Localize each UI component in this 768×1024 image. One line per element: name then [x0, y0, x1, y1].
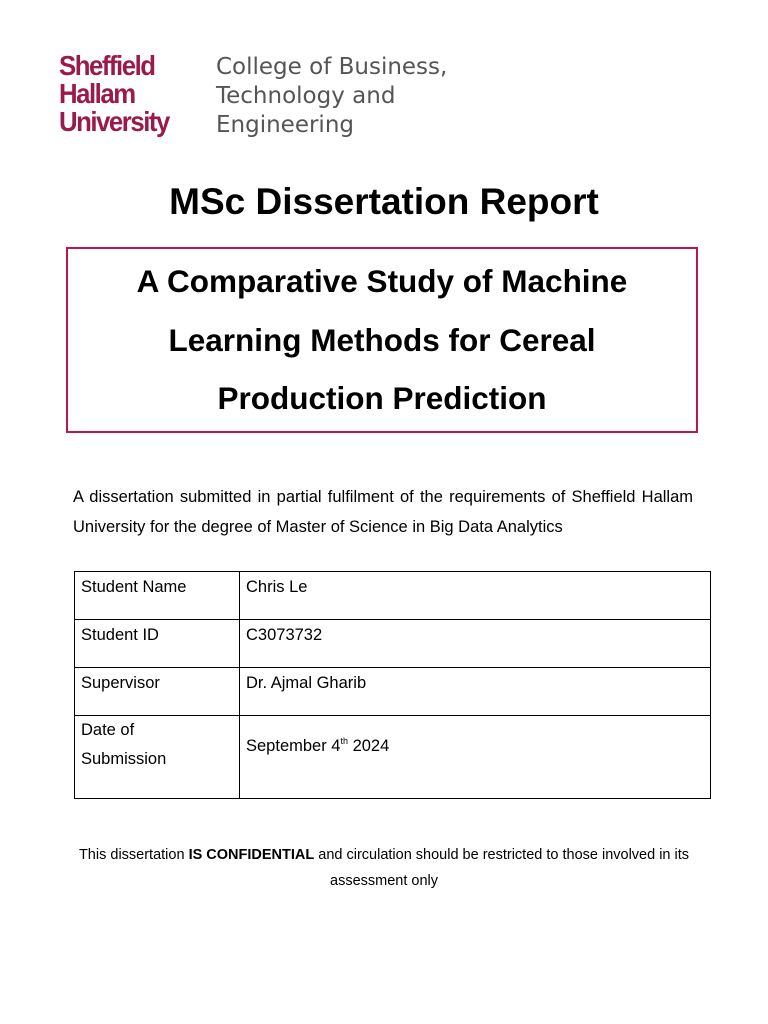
dissertation-title-box: [66, 247, 698, 433]
supervisor-value: Dr. Ajmal Gharib: [240, 668, 711, 716]
sheffield-hallam-logo: [59, 52, 209, 144]
submission-date-value: [240, 716, 711, 799]
logo-line-3: University: [59, 106, 169, 137]
supervisor-label: Supervisor: [75, 668, 240, 716]
student-id-value: C3073732: [240, 620, 711, 668]
table-row: [75, 620, 711, 668]
confidentiality-notice: [60, 842, 708, 894]
student-details-table: [74, 571, 711, 799]
confidentiality-notice-after: and circulation should be restricted to those involved in its assessment only: [314, 847, 694, 889]
logo-line-2: Hallam: [59, 78, 135, 109]
college-name: College of Business, Technology and Engineering: [216, 54, 448, 138]
submission-date-ordinal: th: [340, 735, 348, 746]
student-id-label: Student ID: [75, 620, 240, 668]
submission-date-year: 2024: [348, 736, 390, 755]
confidentiality-notice-emphasis: IS CONFIDENTIAL: [188, 847, 315, 863]
student-name-value: Chris Le: [240, 572, 711, 620]
student-name-label: Student Name: [75, 572, 240, 620]
table-row: [75, 668, 711, 716]
dissertation-title-line-1: A Comparative Study of Machine: [136, 263, 628, 300]
confidentiality-notice-before: This dissertation: [78, 847, 189, 863]
logo-line-1: Sheffield: [59, 50, 155, 81]
submission-date-label: [75, 716, 240, 799]
submission-date-label-line-2: Submission: [81, 750, 167, 768]
dissertation-title-line-2: Learning Methods for Cereal: [168, 321, 596, 358]
table-row: [75, 716, 711, 799]
table-row: [75, 572, 711, 620]
submission-statement: A dissertation submitted in partial fulfilment of the requirements of Sheffield Hallam University for the degree of Master of Science in Big Data Analytics: [73, 488, 693, 536]
dissertation-title-line-3: Production Prediction: [217, 380, 547, 417]
report-title: MSc Dissertation Report: [169, 181, 599, 222]
submission-date-month-day: September 4: [246, 736, 341, 755]
submission-date-label-line-1: Date of: [81, 721, 135, 739]
page-header: [59, 52, 447, 144]
